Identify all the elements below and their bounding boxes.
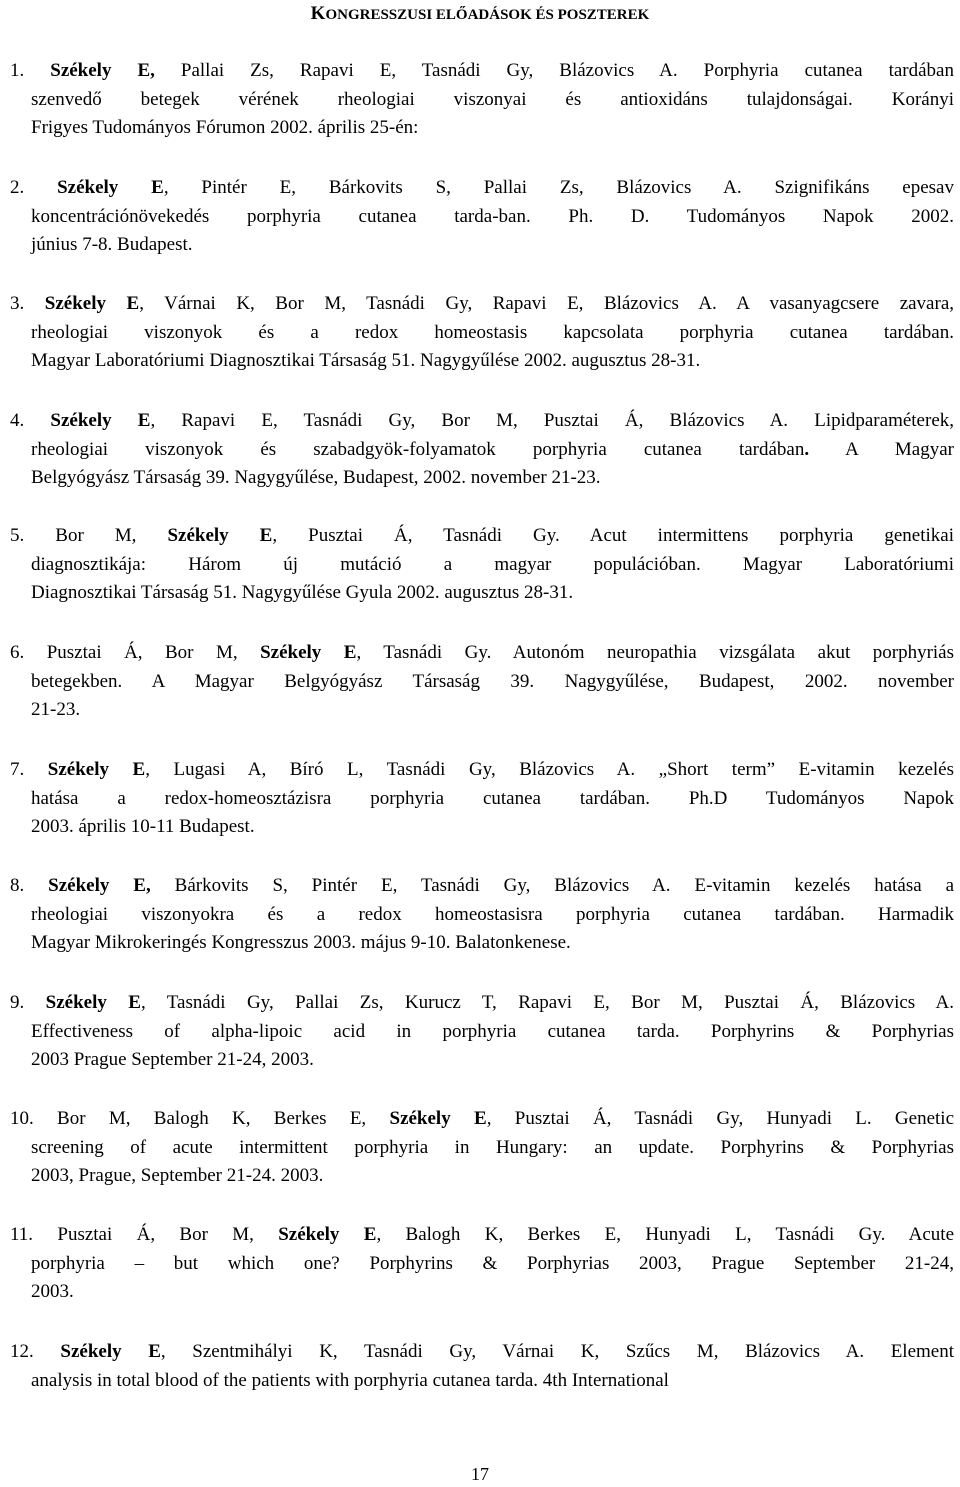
- reference-line: [31, 667, 954, 696]
- reference-text: koncentrációnövekedés porphyria cutanea tarda-ban. Ph. D. Tudományos Napok 2002.: [31, 205, 954, 227]
- reference-text: június 7-8. Budapest.: [31, 234, 193, 256]
- reference-text: hatása a redox-homeosztázisra porphyria cutanea tardában. Ph.D Tudományos Napok: [31, 787, 954, 809]
- reference-line: [31, 113, 954, 142]
- reference-text: Bárkovits S, Pintér E, Tasnádi Gy, Blázovics A. E-vitamin kezelés hatása a: [150, 875, 955, 896]
- author-highlight: Székely E: [57, 177, 164, 198]
- reference-text: 3.: [10, 293, 45, 314]
- reference-text: 6. Pusztai Á, Bor M,: [10, 642, 261, 663]
- reference-line: [31, 784, 954, 813]
- reference-line: [10, 406, 954, 435]
- reference-text: 9.: [10, 992, 46, 1013]
- reference-line: [10, 638, 954, 667]
- reference-line: [31, 695, 954, 724]
- reference-text: , Tasnádi Gy, Pallai Zs, Kurucz T, Rapavi E, Bor M, Pusztai Á, Blázovics A.: [140, 992, 954, 1013]
- author-highlight: .: [804, 438, 810, 460]
- author-highlight: Székely E: [45, 992, 141, 1013]
- reference-text: rheologiai viszonyok és a redox homeostasis kapcsolata porphyria cutanea tardában.: [31, 321, 954, 343]
- reference-text: 12.: [10, 1341, 61, 1362]
- reference-text: diagnosztikája: Három új mutáció a magyar populációban. Magyar Laboratóriumi: [31, 553, 954, 575]
- reference-line: [31, 1161, 954, 1190]
- author-highlight: Székely E: [260, 642, 357, 663]
- reference-text: , Szentmihályi K, Tasnádi Gy, Várnai K, Szűcs M, Blázovics A. Element: [160, 1341, 955, 1362]
- reference-line: [31, 1366, 954, 1395]
- reference-text: 2003. április 10-11 Budapest.: [31, 816, 255, 838]
- reference-text: A Magyar: [809, 438, 955, 460]
- reference-text: analysis in total blood of the patients with porphyria cutanea tarda. 4th International: [31, 1369, 669, 1391]
- reference-text: Effectiveness of alpha-lipoic acid in porphyria cutanea tarda. Porphyrins & Porphyrias: [31, 1020, 954, 1042]
- reference-line: [10, 521, 954, 550]
- reference-line: [31, 202, 954, 231]
- reference-text: , Lugasi A, Bíró L, Tasnádi Gy, Blázovics A. „Short term” E-vitamin kezelés: [145, 759, 955, 780]
- reference-line: [31, 1045, 954, 1074]
- reference-text: , Pusztai Á, Tasnádi Gy, Hunyadi L. Genetic: [486, 1108, 955, 1129]
- reference-text: 8.: [10, 875, 49, 896]
- reference-line: [31, 346, 954, 375]
- reference-text: , Várnai K, Bor M, Tasnádi Gy, Rapavi E, Blázovics A. A vasanyagcsere zavara,: [139, 293, 955, 314]
- reference-line: [31, 463, 954, 492]
- reference-line: [10, 1104, 954, 1133]
- reference-line: [10, 173, 954, 202]
- reference-text: 2003 Prague September 21-24, 2003.: [31, 1049, 314, 1071]
- reference-text: , Balogh K, Berkes E, Hunyadi L, Tasnádi Gy. Acute: [376, 1224, 955, 1245]
- reference-text: 10. Bor M, Balogh K, Berkes E,: [10, 1108, 390, 1129]
- author-highlight: Székely E,: [50, 60, 155, 81]
- section-heading: [0, 2, 960, 27]
- reference-line: [31, 578, 954, 607]
- reference-text: 2.: [10, 177, 58, 198]
- reference-line: [31, 900, 954, 929]
- reference-line: [31, 318, 954, 347]
- author-highlight: Székely E: [50, 410, 151, 431]
- reference-text: 7.: [10, 759, 48, 780]
- reference-line: [10, 871, 954, 900]
- author-highlight: Székely E: [44, 293, 140, 314]
- reference-line: [10, 1337, 954, 1366]
- reference-line: [31, 85, 954, 114]
- author-highlight: Székely E: [278, 1224, 377, 1245]
- reference-text: rheologiai viszonyokra és a redox homeostasisra porphyria cutanea tardában. Harmadik: [31, 903, 954, 925]
- reference-line: [31, 812, 954, 841]
- reference-text: , Tasnádi Gy. Autonóm neuropathia vizsgálata akut porphyriás: [356, 642, 955, 663]
- reference-text: betegekben. A Magyar Belgyógyász Társaság 39. Nagygyűlése, Budapest, 2002. november: [31, 670, 954, 692]
- heading-rest: ONGRESSZUSI ELŐADÁSOK ÉS POSZTEREK: [325, 7, 650, 23]
- reference-line: [10, 988, 954, 1017]
- reference-text: 2003, Prague, September 21-24. 2003.: [31, 1165, 324, 1187]
- reference-text: 21-23.: [31, 699, 81, 721]
- reference-line: [31, 928, 954, 957]
- author-highlight: Székely E: [60, 1341, 161, 1362]
- reference-line: [10, 1220, 954, 1249]
- reference-line: [31, 1249, 954, 1278]
- reference-line: [10, 755, 954, 784]
- heading-initial: K: [310, 3, 326, 24]
- reference-line: [31, 435, 954, 464]
- reference-text: szenvedő betegek vérének rheologiai viszonyai és antioxidáns tulajdonságai. Korányi: [31, 88, 954, 110]
- author-highlight: Székely E: [389, 1108, 487, 1129]
- reference-text: 5. Bor M,: [10, 525, 168, 546]
- reference-line: [31, 1133, 954, 1162]
- page-number: 17: [471, 1464, 489, 1484]
- reference-text: 2003.: [31, 1281, 74, 1303]
- reference-line: [31, 1277, 954, 1306]
- reference-text: Belgyógyász Társaság 39. Nagygyűlése, Budapest, 2002. november 21-23.: [31, 467, 601, 489]
- reference-text: 4.: [10, 410, 51, 431]
- reference-text: Pallai Zs, Rapavi E, Tasnádi Gy, Blázovics A. Porphyria cutanea tardában: [154, 60, 954, 81]
- reference-text: Magyar Mikrokeringés Kongresszus 2003. május 9-10. Balatonkenese.: [31, 932, 571, 954]
- reference-line: [31, 1017, 954, 1046]
- reference-line: [10, 56, 954, 85]
- reference-line: [10, 289, 954, 318]
- reference-text: 11. Pusztai Á, Bor M,: [10, 1224, 279, 1245]
- reference-text: Frigyes Tudományos Fórumon 2002. április 25-én:: [31, 117, 419, 139]
- author-highlight: Székely E,: [48, 875, 151, 896]
- reference-text: screening of acute intermittent porphyria in Hungary: an update. Porphyrins & Porphyrias: [31, 1136, 954, 1158]
- reference-text: , Rapavi E, Tasnádi Gy, Bor M, Pusztai Á, Blázovics A. Lipidparaméterek,: [150, 410, 955, 431]
- reference-text: 1.: [10, 60, 51, 81]
- reference-text: Diagnosztikai Társaság 51. Nagygyűlése Gyula 2002. augusztus 28-31.: [31, 582, 574, 604]
- reference-text: porphyria – but which one? Porphyrins & Porphyrias 2003, Prague September 21-24,: [31, 1252, 954, 1274]
- reference-text: , Pusztai Á, Tasnádi Gy. Acut intermittens porphyria genetikai: [272, 525, 954, 546]
- author-highlight: Székely E: [167, 525, 273, 546]
- reference-line: [31, 230, 954, 259]
- reference-line: [31, 550, 954, 579]
- author-highlight: Székely E: [47, 759, 146, 780]
- reference-text: , Pintér E, Bárkovits S, Pallai Zs, Blázovics A. Szignifikáns epesav: [163, 177, 954, 198]
- reference-text: Magyar Laboratóriumi Diagnosztikai Társaság 51. Nagygyűlése 2002. augusztus 28-31.: [31, 350, 701, 372]
- reference-text: rheologiai viszonyok és szabadgyök-folyamatok porphyria cutanea tardában: [31, 438, 805, 460]
